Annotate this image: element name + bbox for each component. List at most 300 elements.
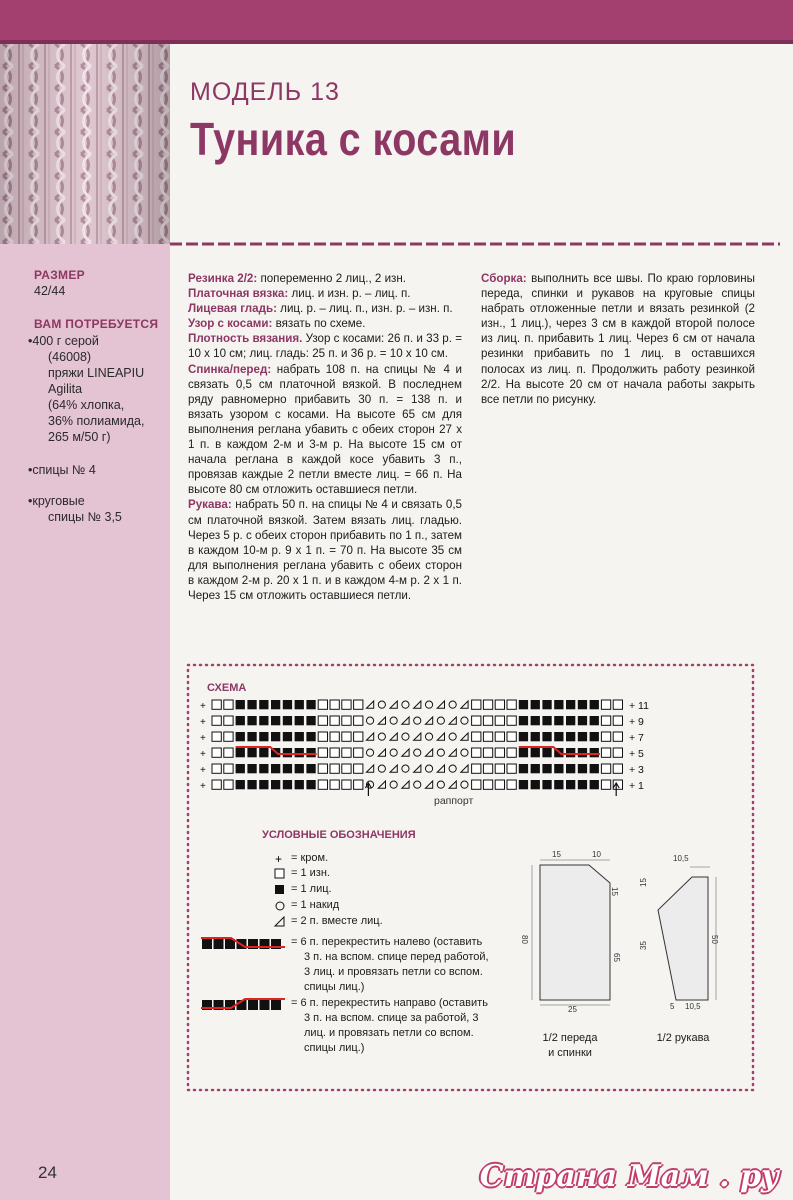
knit-cell xyxy=(519,748,528,757)
edge-stitch-icon: + xyxy=(200,701,206,712)
k2tog-cell xyxy=(461,701,468,708)
purl-cell xyxy=(601,700,610,709)
knit-cell xyxy=(531,732,540,741)
row-number: + 7 xyxy=(629,732,644,744)
purl-cell xyxy=(354,716,363,725)
knit-cell xyxy=(295,716,304,725)
paragraph-term: Узор с косами: xyxy=(188,317,273,331)
front-back-outline xyxy=(540,865,610,1000)
purl-cell xyxy=(342,732,351,741)
purl-cell xyxy=(224,716,233,725)
knit-cell xyxy=(306,748,315,757)
yarn-over-cell xyxy=(390,717,397,724)
k2tog-cell xyxy=(425,781,432,788)
paragraph-term: Резинка 2/2: xyxy=(188,272,258,285)
cable-left-icon xyxy=(201,936,285,950)
purl-cell xyxy=(224,732,233,741)
k2tog-cell xyxy=(390,733,397,740)
knit-cell xyxy=(247,764,256,773)
material-line: 265 м/50 г) xyxy=(48,430,111,444)
purl-cell xyxy=(601,764,610,773)
k2tog-cell xyxy=(378,781,385,788)
knit-cell xyxy=(531,700,540,709)
k2tog-cell xyxy=(366,765,373,772)
purl-cell xyxy=(507,748,516,757)
purl-cell xyxy=(330,748,339,757)
purl-cell xyxy=(472,764,481,773)
k2tog-cell xyxy=(449,781,456,788)
yarn-over-cell xyxy=(449,765,456,772)
yarn-over-cell xyxy=(414,717,421,724)
knit-cell xyxy=(531,748,540,757)
yarn-over-cell xyxy=(402,701,409,708)
knit-cell xyxy=(306,764,315,773)
knit-cell xyxy=(259,732,268,741)
purl-cell xyxy=(495,764,504,773)
k2tog-cell xyxy=(402,781,409,788)
knit-cell xyxy=(578,716,587,725)
purl-cell xyxy=(212,764,221,773)
sleeve-outline xyxy=(658,877,708,1000)
purl-cell xyxy=(318,780,327,789)
caption-line: 1/2 переда xyxy=(542,1032,598,1044)
purl-cell xyxy=(483,700,492,709)
k2tog-cell xyxy=(366,733,373,740)
purl-cell xyxy=(212,716,221,725)
legend-text: = кром. xyxy=(291,852,329,864)
purl-cell xyxy=(601,780,610,789)
purl-cell xyxy=(342,780,351,789)
yarn-over-cell xyxy=(425,765,432,772)
knit-cell xyxy=(247,748,256,757)
legend-line: = 6 п. перекрестить налево (оставить xyxy=(291,936,483,948)
purl-cell xyxy=(507,716,516,725)
paragraph-term: Лицевая гладь: xyxy=(188,302,277,316)
knit-cell xyxy=(531,780,540,789)
knit-cell xyxy=(236,716,245,725)
knit-cell xyxy=(283,700,292,709)
row-number: + 9 xyxy=(629,716,644,728)
yarn-over-cell xyxy=(461,749,468,756)
knit-cell xyxy=(271,780,280,789)
purl-cell xyxy=(613,748,622,757)
size-heading: РАЗМЕР xyxy=(34,268,85,282)
yarn-over-cell xyxy=(366,749,373,756)
purl-cell xyxy=(318,716,327,725)
paragraph-text: попеременно 2 лиц., 2 изн. xyxy=(257,272,406,285)
knit-cell xyxy=(542,780,551,789)
material-line: (64% хлопка, xyxy=(48,398,125,412)
knit-cell xyxy=(590,764,599,773)
dim-sleeve-left-top: 15 xyxy=(639,878,648,887)
yarn-over-cell xyxy=(425,733,432,740)
knit-cell xyxy=(283,716,292,725)
dim-left: 80 xyxy=(520,935,529,944)
legend-line: = 6 п. перекрестить направо (оставить xyxy=(291,997,488,1009)
knit-cell xyxy=(578,780,587,789)
filled-icon xyxy=(273,883,287,897)
yarn-over-cell xyxy=(461,781,468,788)
purl-cell xyxy=(330,732,339,741)
k2tog-cell xyxy=(461,733,468,740)
legend-text xyxy=(291,935,491,995)
material-line: спицы № 3,5 xyxy=(48,510,122,524)
dashed-divider xyxy=(170,239,780,249)
knit-cell xyxy=(578,748,587,757)
knit-cell xyxy=(554,732,563,741)
knit-cell xyxy=(519,700,528,709)
material-item xyxy=(28,333,145,445)
purl-cell xyxy=(212,748,221,757)
knit-cell xyxy=(566,780,575,789)
paragraph-text: набрать 108 п. на спицы № 4 и связать 0,5 см платочной вязкой. В последнем ряду равномерно прибавить 30 п. = 138 п. и вязать узором с косами. На высоте 65 см для выполнения реглана убавить с обеих сторон 27 х 1 п. в каждом 2-м и 3-м р. На высоте 15 см от начала реглана в каждой косе убавить 3 п., провязав каждые 2 петли вместе лиц. = 66 п. На высоте 80 см отложить оставшиеся петли. xyxy=(188,362,462,497)
knit-cell xyxy=(271,732,280,741)
knit-cell xyxy=(283,764,292,773)
material-bullet-line: •спицы № 4 xyxy=(28,463,96,477)
knit-cell xyxy=(306,700,315,709)
knit-cell xyxy=(295,764,304,773)
paragraph-term: Рукава: xyxy=(188,498,232,512)
yarn-over-cell xyxy=(414,781,421,788)
page-title: Туника с косами xyxy=(190,113,517,165)
yarn-over-cell xyxy=(390,749,397,756)
paragraph xyxy=(188,331,462,361)
yarn-over-cell xyxy=(461,717,468,724)
purl-cell xyxy=(330,700,339,709)
caption-line: и спинки xyxy=(548,1047,592,1059)
knit-cell xyxy=(590,748,599,757)
k2tog-cell xyxy=(366,701,373,708)
empty-icon xyxy=(273,867,287,881)
dim-top-right: 10 xyxy=(592,850,601,859)
knit-cell xyxy=(247,780,256,789)
yarn-over-cell xyxy=(437,781,444,788)
knit-cell xyxy=(566,748,575,757)
k2tog-cell xyxy=(437,733,444,740)
yarn-over-cell xyxy=(390,781,397,788)
yarn-over-cell xyxy=(437,749,444,756)
legend-text: = 2 п. вместе лиц. xyxy=(291,915,383,927)
knit-cell xyxy=(236,732,245,741)
knit-cell xyxy=(590,780,599,789)
stitch-chart xyxy=(198,696,649,796)
purl-cell xyxy=(601,748,610,757)
k2tog-cell xyxy=(425,717,432,724)
sleeve-schematic xyxy=(640,845,740,1015)
paragraph-term: Плотность вязания. xyxy=(188,332,303,346)
purl-cell xyxy=(495,732,504,741)
sleeve-caption xyxy=(643,1031,723,1046)
k2tog-cell xyxy=(437,701,444,708)
yarn-over-cell xyxy=(425,701,432,708)
k2tog-cell xyxy=(414,701,421,708)
edge-stitch-icon: + xyxy=(200,781,206,792)
caption-line: 1/2 рукава xyxy=(656,1032,710,1044)
knit-cell xyxy=(531,716,540,725)
knit-cell xyxy=(519,716,528,725)
purl-cell xyxy=(507,780,516,789)
front-back-caption xyxy=(520,1031,620,1061)
material-item xyxy=(28,462,96,478)
purl-cell xyxy=(613,732,622,741)
paragraph-term: Сборка: xyxy=(481,272,527,285)
material-line: 36% полиамида, xyxy=(48,414,145,428)
chart-heading: СХЕМА xyxy=(207,682,247,694)
k2tog-cell xyxy=(449,749,456,756)
row-number: + 1 xyxy=(629,780,644,792)
yarn-over-cell xyxy=(402,733,409,740)
purl-cell xyxy=(483,716,492,725)
dim-bottom: 25 xyxy=(568,1005,577,1014)
k2tog-cell xyxy=(449,717,456,724)
paragraph-term: Спинка/перед: xyxy=(188,362,272,376)
purl-cell xyxy=(212,700,221,709)
edge-stitch-icon: + xyxy=(200,717,206,728)
k2tog-cell xyxy=(461,765,468,772)
knit-cell xyxy=(247,732,256,741)
knit-cell xyxy=(566,716,575,725)
purl-cell xyxy=(342,764,351,773)
legend-text xyxy=(291,996,491,1056)
paragraph-text: Узор с косами: 26 п. и 33 р. = 10 х 10 см; лиц. гладь: 25 п. и 36 р. = 10 х 10 см. xyxy=(188,332,462,361)
purl-cell xyxy=(330,716,339,725)
purl-cell xyxy=(613,700,622,709)
edge-stitch-icon: + xyxy=(200,749,206,760)
purl-cell xyxy=(472,732,481,741)
purl-cell xyxy=(342,748,351,757)
paragraph-text: выполнить все швы. По краю горловины переда, спинки и рукавов на круговые спицы набрать отложенные петли и вязать резинкой (2 изн., 1 лиц.), через 3 см в каждой второй полосе из лиц. п. прибавить 1 лиц. Через 6 см от начала резинки прибавить по 1 лиц. в оставшихся полосах из лиц. п. Продолжить работу резинкой 2/2. На высоте 20 см от начала работы закрыть все петли по рисунку. xyxy=(481,272,755,406)
purl-cell xyxy=(507,732,516,741)
dim-right-top: 15 xyxy=(610,887,619,896)
purl-cell xyxy=(342,716,351,725)
purl-cell xyxy=(472,780,481,789)
yarn-over-cell xyxy=(378,701,385,708)
watermark-logo: Страна Мам . ру xyxy=(479,1159,779,1194)
knit-cell xyxy=(271,716,280,725)
knit-texture-photo xyxy=(0,44,170,244)
knit-cell xyxy=(247,700,256,709)
legend-line: 3 п. на вспом. спице за работой, 3 xyxy=(304,1012,479,1024)
purl-cell xyxy=(601,732,610,741)
size-value: 42/44 xyxy=(34,284,66,298)
purl-cell xyxy=(318,764,327,773)
knit-cell xyxy=(531,764,540,773)
triangle-icon xyxy=(273,915,287,929)
purl-cell xyxy=(483,780,492,789)
purl-cell xyxy=(224,700,233,709)
purl-cell xyxy=(495,700,504,709)
purl-cell xyxy=(212,732,221,741)
knit-cell xyxy=(519,764,528,773)
knit-cell xyxy=(283,748,292,757)
purl-cell xyxy=(330,780,339,789)
edge-stitch-icon: + xyxy=(200,733,206,744)
legend-line: 3 лиц. и провязать петли со вспом. xyxy=(304,966,483,978)
paragraph xyxy=(188,316,462,331)
k2tog-cell xyxy=(378,717,385,724)
dim-right: 65 xyxy=(612,953,621,962)
purl-cell xyxy=(613,716,622,725)
knit-cell xyxy=(295,700,304,709)
dim-top-left: 15 xyxy=(552,850,561,859)
purl-cell xyxy=(212,780,221,789)
paragraph-text: набрать 50 п. на спицы № 4 и связать 0,5 см платочной вязкой. Затем вязать лиц. гладью. Через 5 р. с обеих сторон прибавить по 1 п., затем в каждом 10-м р. 9 х 1 п. = 70 п. На высоте 35 см для выполнения реглана убавить с обеих сторон в каждом 2-м р. 20 х 1 п. и в каждом 4-м р. 2 х 1 п. Через 15 см отложить оставшиеся петли. xyxy=(188,498,462,602)
front-back-schematic xyxy=(512,845,632,1015)
legend-line: спицы лиц.) xyxy=(304,981,365,993)
instructions-column-1 xyxy=(188,271,462,603)
repeat-label: раппорт xyxy=(434,795,474,807)
knit-cell xyxy=(578,764,587,773)
k2tog-cell xyxy=(425,749,432,756)
dim-sleeve-right: 50 xyxy=(710,935,719,944)
knit-cell xyxy=(295,780,304,789)
knit-cell xyxy=(590,716,599,725)
purl-cell xyxy=(507,700,516,709)
purl-cell xyxy=(354,700,363,709)
knit-cell xyxy=(590,700,599,709)
k2tog-cell xyxy=(378,749,385,756)
knit-cell xyxy=(542,700,551,709)
purl-cell xyxy=(483,764,492,773)
knit-cell xyxy=(259,700,268,709)
legend-text: = 1 лиц. xyxy=(291,883,332,895)
purl-cell xyxy=(483,732,492,741)
material-bullet-line: •400 г серой xyxy=(28,334,99,348)
paragraph-text: вязать по схеме. xyxy=(272,317,366,331)
paragraph-term: Платочная вязка: xyxy=(188,287,289,301)
purl-cell xyxy=(354,764,363,773)
yarn-over-cell xyxy=(366,717,373,724)
knit-cell xyxy=(236,748,245,757)
purl-cell xyxy=(224,748,233,757)
cable-right-icon xyxy=(201,997,285,1011)
edge-stitch-icon: + xyxy=(200,765,206,776)
instructions-column-2 xyxy=(481,271,755,407)
purl-cell xyxy=(495,780,504,789)
materials-heading: ВАМ ПОТРЕБУЕТСЯ xyxy=(34,317,159,331)
yarn-over-cell xyxy=(378,733,385,740)
k2tog-cell xyxy=(402,717,409,724)
dim-sleeve-left: 35 xyxy=(639,941,648,950)
yarn-over-cell xyxy=(437,717,444,724)
material-item xyxy=(28,493,122,525)
knit-cell xyxy=(542,748,551,757)
dim-sleeve-bottom-left: 5 xyxy=(670,1002,675,1011)
circle-icon xyxy=(273,899,287,913)
yarn-over-cell xyxy=(378,765,385,772)
knit-cell xyxy=(283,780,292,789)
knit-cell xyxy=(554,764,563,773)
paragraph-text: лиц. р. – лиц. п., изн. р. – изн. п. xyxy=(276,302,453,316)
k2tog-cell xyxy=(414,733,421,740)
paragraph xyxy=(481,271,755,407)
knit-cell xyxy=(519,732,528,741)
material-line: (46008) xyxy=(48,350,92,364)
k2tog-cell xyxy=(390,701,397,708)
yarn-over-cell xyxy=(449,701,456,708)
row-number: + 5 xyxy=(629,748,644,760)
paragraph xyxy=(188,286,462,301)
knit-cell xyxy=(590,732,599,741)
purl-cell xyxy=(354,748,363,757)
purl-cell xyxy=(613,764,622,773)
k2tog-cell xyxy=(437,765,444,772)
top-band xyxy=(0,0,793,44)
knit-cell xyxy=(236,780,245,789)
knit-cell xyxy=(566,700,575,709)
knit-cell xyxy=(578,732,587,741)
purl-cell xyxy=(318,732,327,741)
dim-sleeve-top: 10,5 xyxy=(673,854,689,863)
purl-cell xyxy=(354,780,363,789)
knit-cell xyxy=(578,700,587,709)
legend-text: = 1 накид xyxy=(291,899,340,911)
knit-cell xyxy=(519,780,528,789)
purl-cell xyxy=(472,748,481,757)
material-bullet-line: •круговые xyxy=(28,494,85,508)
legend-heading: УСЛОВНЫЕ ОБОЗНАЧЕНИЯ xyxy=(262,829,416,841)
legend-text: = 1 изн. xyxy=(291,867,330,879)
purl-cell xyxy=(472,716,481,725)
material-line: Agilita xyxy=(48,382,83,396)
paragraph xyxy=(188,362,462,498)
paragraph xyxy=(188,301,462,316)
model-number: МОДЕЛЬ 13 xyxy=(190,78,340,106)
purl-cell xyxy=(472,700,481,709)
k2tog-cell xyxy=(390,765,397,772)
knit-cell xyxy=(247,716,256,725)
knit-cell xyxy=(259,780,268,789)
legend-line: лиц. и провязать петли со вспом. xyxy=(304,1027,474,1039)
row-number: + 3 xyxy=(629,764,644,776)
knit-cell xyxy=(306,732,315,741)
page-number: 24 xyxy=(38,1163,57,1182)
legend-line: 3 п. на вспом. спице перед работой, xyxy=(304,951,489,963)
knit-cell xyxy=(236,700,245,709)
paragraph xyxy=(188,271,462,286)
paragraph xyxy=(188,497,462,603)
knit-cell xyxy=(259,716,268,725)
knit-cell xyxy=(306,716,315,725)
legend-line: спицы лиц.) xyxy=(304,1042,365,1054)
purl-cell xyxy=(354,732,363,741)
knit-cell xyxy=(554,700,563,709)
purl-cell xyxy=(224,780,233,789)
knit-cell xyxy=(554,716,563,725)
purl-cell xyxy=(507,764,516,773)
knit-cell xyxy=(542,716,551,725)
knit-cell xyxy=(259,764,268,773)
plus-icon xyxy=(273,852,287,866)
yarn-over-cell xyxy=(449,733,456,740)
knit-cell xyxy=(259,748,268,757)
svg-text:+: + xyxy=(275,852,283,866)
purl-cell xyxy=(601,716,610,725)
purl-cell xyxy=(483,748,492,757)
k2tog-cell xyxy=(402,749,409,756)
knit-cell xyxy=(236,764,245,773)
knit-cell xyxy=(295,748,304,757)
yarn-over-cell xyxy=(402,765,409,772)
knit-cell xyxy=(306,780,315,789)
purl-cell xyxy=(495,748,504,757)
yarn-over-cell xyxy=(414,749,421,756)
knit-cell xyxy=(271,700,280,709)
knit-cell xyxy=(566,732,575,741)
purl-cell xyxy=(224,764,233,773)
knit-cell xyxy=(295,732,304,741)
knit-cell xyxy=(542,764,551,773)
